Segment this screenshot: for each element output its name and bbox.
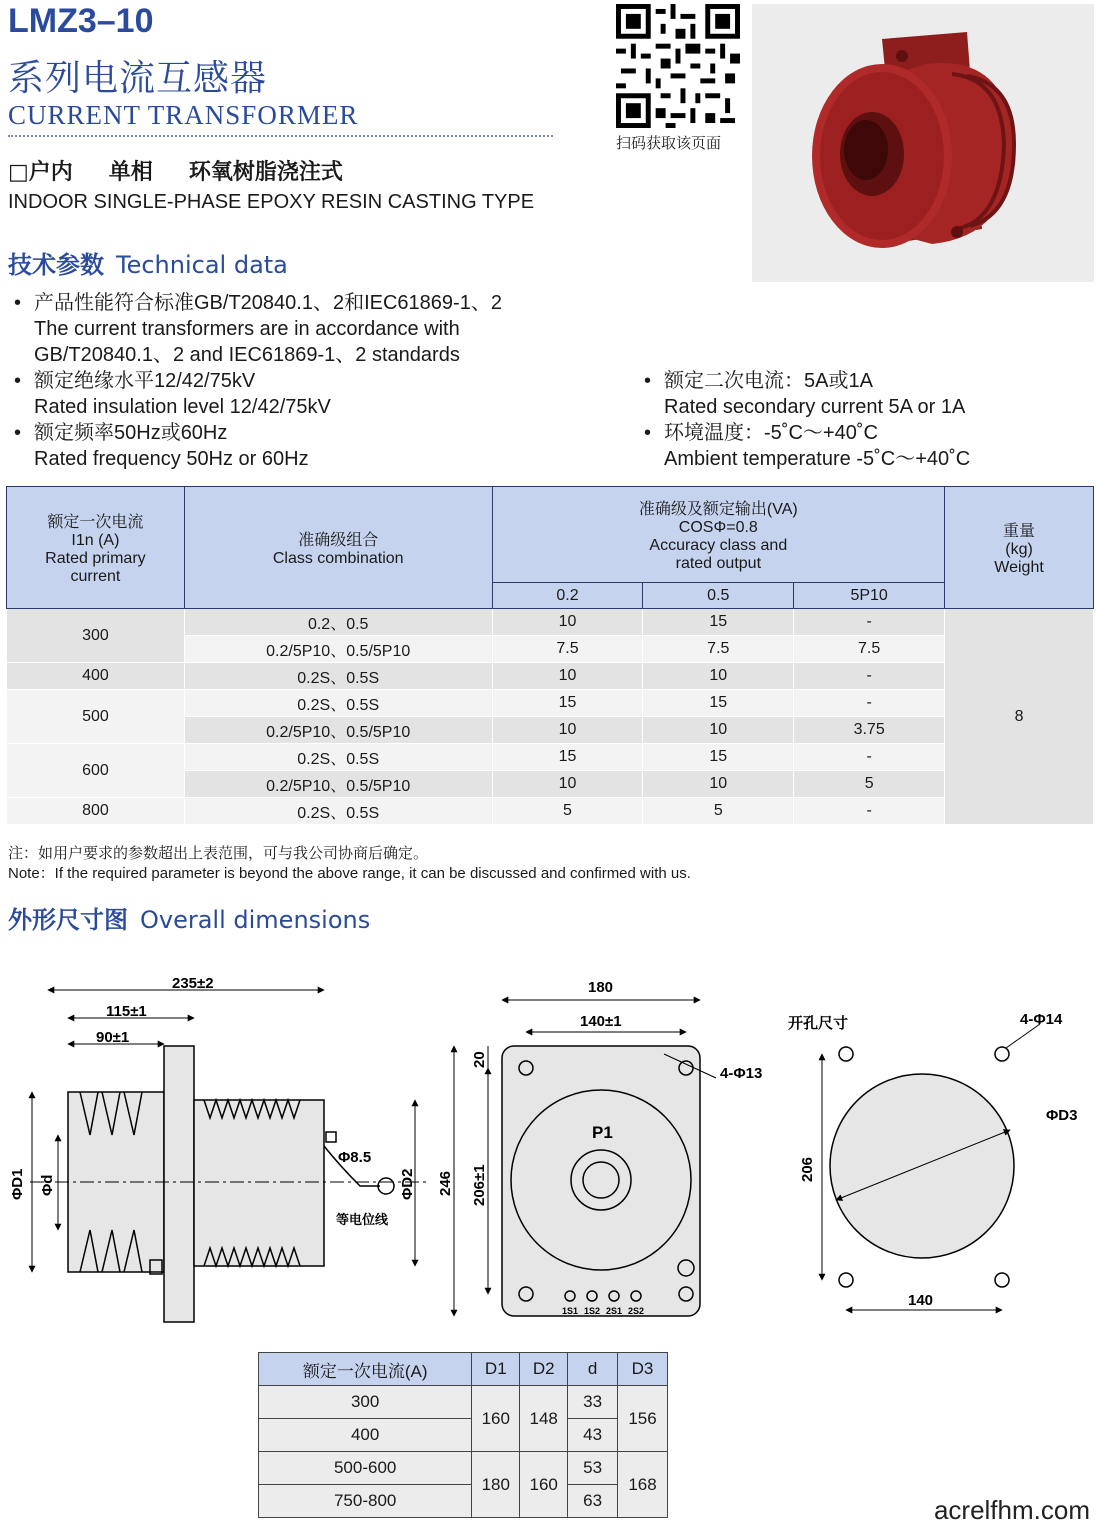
table-row bbox=[7, 798, 1094, 825]
cell-output: 10 bbox=[643, 663, 794, 690]
dim-length-115: 115±1 bbox=[106, 1003, 147, 1020]
dim-top-20: 20 bbox=[471, 1051, 488, 1068]
label-p1: P1 bbox=[592, 1123, 613, 1142]
bullet-text: GB/T20840.1、2 and IEC61869-1、2 standards bbox=[34, 344, 460, 366]
tech-heading-cn: 技术参数 bbox=[8, 251, 104, 279]
terminal-1s1: 1S1 bbox=[562, 1306, 579, 1316]
bullet-text: • 额定二次电流：5A或1A bbox=[664, 370, 873, 392]
cell-output: 10 bbox=[492, 771, 643, 798]
terminal-1s2: 1S2 bbox=[584, 1306, 601, 1316]
dim-holes-14: 4-Φ14 bbox=[1020, 1011, 1063, 1028]
cell-class: 0.2/5P10、0.5/5P10 bbox=[184, 636, 492, 663]
note-en: Note：If the required parameter is beyond the above range, it can be discussed and confirmed with us. bbox=[8, 865, 691, 882]
dim-width-180: 180 bbox=[588, 979, 614, 996]
type-indoor: □户内 bbox=[8, 160, 73, 185]
label-bonding-lead: 等电位线 bbox=[336, 1212, 389, 1227]
bullet-text: Rated frequency 50Hz or 60Hz bbox=[34, 448, 309, 470]
type-cn bbox=[8, 155, 379, 186]
dims-heading bbox=[8, 900, 370, 935]
table-row bbox=[7, 663, 1094, 690]
cell-weight: 8 bbox=[945, 609, 1094, 825]
bullet-text: Ambient temperature -5˚C～+40˚C bbox=[664, 448, 971, 470]
type-en: INDOOR SINGLE-PHASE EPOXY RESIN CASTING TYPE bbox=[8, 191, 535, 213]
dim-holes-13: 4-Φ13 bbox=[720, 1065, 763, 1082]
website-link[interactable]: acrelfhm.com bbox=[933, 1495, 1090, 1525]
cell-output: - bbox=[794, 663, 945, 690]
header-class-5p10: 5P10 bbox=[794, 583, 945, 609]
dim-d2: ΦD2 bbox=[399, 1168, 416, 1200]
cell-class: 0.2S、0.5S bbox=[184, 663, 492, 690]
cell-output: 15 bbox=[643, 690, 794, 717]
dim-header-d1: D1 bbox=[472, 1353, 520, 1386]
cell-rated-current: 500 bbox=[7, 690, 185, 744]
bullet-text: The current transformers are in accordance with bbox=[34, 318, 460, 340]
dims-heading-cn: 外形尺寸图 bbox=[8, 906, 128, 934]
dim-header-d: d bbox=[568, 1353, 618, 1386]
cell-output: 10 bbox=[492, 609, 643, 636]
cutout-view bbox=[822, 1024, 1040, 1310]
dim-header-d2: D2 bbox=[520, 1353, 568, 1386]
cell-output: 7.5 bbox=[794, 636, 945, 663]
cell-output: 10 bbox=[643, 771, 794, 798]
dim-d: Φd bbox=[39, 1174, 56, 1196]
cell-output: 10 bbox=[643, 717, 794, 744]
dims-heading-en: Overall dimensions bbox=[140, 906, 371, 934]
qr-code-icon[interactable] bbox=[616, 4, 740, 128]
header-weight: 重量 (kg) Weight bbox=[945, 487, 1094, 609]
table-row: 300 160 148 33 156 bbox=[259, 1386, 668, 1419]
type-epoxy: 环氧树脂浇注式 bbox=[188, 160, 343, 185]
dim-width-140-cut: 140 bbox=[908, 1292, 934, 1309]
table-row: 500-600 180 160 53 168 bbox=[259, 1452, 668, 1485]
cell-class: 0.2/5P10、0.5/5P10 bbox=[184, 717, 492, 744]
header-class-0.5: 0.5 bbox=[643, 583, 794, 609]
dim-header-d3: D3 bbox=[618, 1353, 668, 1386]
dim-length-90: 90±1 bbox=[96, 1029, 130, 1046]
cell-output: - bbox=[794, 744, 945, 771]
cell-output: 15 bbox=[643, 609, 794, 636]
cell-class: 0.2S、0.5S bbox=[184, 690, 492, 717]
dim-total-length: 235±2 bbox=[172, 975, 214, 992]
table-row: 400 43 bbox=[259, 1419, 668, 1452]
header-class-0.2: 0.2 bbox=[492, 583, 643, 609]
table-row: 750-800 63 bbox=[259, 1485, 668, 1518]
table-row bbox=[7, 609, 1094, 636]
front-view bbox=[454, 1000, 716, 1316]
cell-output: 10 bbox=[492, 663, 643, 690]
cell-output: 5 bbox=[643, 798, 794, 825]
bullet-text: • 环境温度：-5˚C～+40˚C bbox=[664, 422, 878, 444]
cell-output: 15 bbox=[492, 690, 643, 717]
bullet-standard bbox=[8, 290, 608, 368]
type-single-phase: 单相 bbox=[108, 160, 153, 185]
table-row bbox=[7, 744, 1094, 771]
divider bbox=[8, 135, 553, 137]
header-rated-output: 准确级及额定输出(VA) COSΦ=0.8 Accuracy class and rated output bbox=[492, 487, 945, 583]
dim-height-246: 246 bbox=[437, 1170, 454, 1196]
cell-output: - bbox=[794, 798, 945, 825]
bullet-frequency bbox=[8, 420, 608, 472]
spec-table bbox=[6, 486, 1094, 825]
cell-rated-current: 300 bbox=[7, 609, 185, 663]
cell-output: 7.5 bbox=[492, 636, 643, 663]
dim-header-current: 额定一次电流(A) bbox=[259, 1353, 472, 1386]
title-en: CURRENT TRANSFORMER bbox=[8, 100, 359, 130]
tech-heading bbox=[8, 245, 288, 280]
cell-rated-current: 600 bbox=[7, 744, 185, 798]
cell-rated-current: 800 bbox=[7, 798, 185, 825]
tech-bullets-right bbox=[638, 368, 1088, 472]
cell-output: 5 bbox=[492, 798, 643, 825]
bullet-text: • 额定绝缘水平12/42/75kV bbox=[34, 370, 256, 392]
dim-height-206: 206±1 bbox=[471, 1164, 488, 1206]
dim-d3: ΦD3 bbox=[1046, 1107, 1078, 1124]
cell-output: 15 bbox=[643, 744, 794, 771]
tech-heading-en: Technical data bbox=[116, 251, 288, 279]
table-row bbox=[7, 690, 1094, 717]
cell-output: 15 bbox=[492, 744, 643, 771]
dim-height-206-cut: 206 bbox=[799, 1156, 816, 1182]
terminal-2s1: 2S1 bbox=[606, 1306, 623, 1316]
bullet-temperature bbox=[638, 420, 1088, 472]
dim-d1: ΦD1 bbox=[9, 1168, 26, 1200]
dim-hole-8.5: Φ8.5 bbox=[338, 1149, 372, 1166]
title-cn: 系列电流互感器 bbox=[8, 58, 268, 99]
model-title: LMZ3–10 bbox=[8, 2, 154, 40]
note-cn: 注：如用户要求的参数超出上表范围，可与我公司协商后确定。 bbox=[8, 844, 429, 862]
cell-class: 0.2、0.5 bbox=[184, 609, 492, 636]
cell-output: - bbox=[794, 690, 945, 717]
cell-rated-current: 400 bbox=[7, 663, 185, 690]
product-photo bbox=[752, 4, 1094, 282]
tech-bullets-left bbox=[8, 290, 608, 472]
bullet-text: • 额定频率50Hz或60Hz bbox=[34, 422, 228, 444]
qr-caption: 扫码获取该页面 bbox=[616, 134, 722, 152]
bullet-text: Rated secondary current 5A or 1A bbox=[664, 396, 966, 418]
cell-class: 0.2/5P10、0.5/5P10 bbox=[184, 771, 492, 798]
cell-output: 5 bbox=[794, 771, 945, 798]
terminal-2s2: 2S2 bbox=[628, 1306, 645, 1316]
dimension-table bbox=[258, 1352, 668, 1518]
dim-width-140: 140±1 bbox=[580, 1013, 622, 1030]
cell-class: 0.2S、0.5S bbox=[184, 744, 492, 771]
cell-output: 7.5 bbox=[643, 636, 794, 663]
bullet-insulation bbox=[8, 368, 608, 420]
cell-output: 10 bbox=[492, 717, 643, 744]
label-cutout: 开孔尺寸 bbox=[788, 1015, 849, 1032]
header-rated-current: 额定一次电流 I1n (A) Rated primary current bbox=[7, 487, 185, 609]
dimension-drawings bbox=[0, 960, 1100, 1340]
cell-output: 3.75 bbox=[794, 717, 945, 744]
bullet-secondary bbox=[638, 368, 1088, 420]
bullet-text: Rated insulation level 12/42/75kV bbox=[34, 396, 331, 418]
header-class-combination: 准确级组合 Class combination bbox=[184, 487, 492, 609]
cell-output: - bbox=[794, 609, 945, 636]
cell-class: 0.2S、0.5S bbox=[184, 798, 492, 825]
bullet-text: • 产品性能符合标准GB/T20840.1、2和IEC61869-1、2 bbox=[34, 292, 502, 314]
